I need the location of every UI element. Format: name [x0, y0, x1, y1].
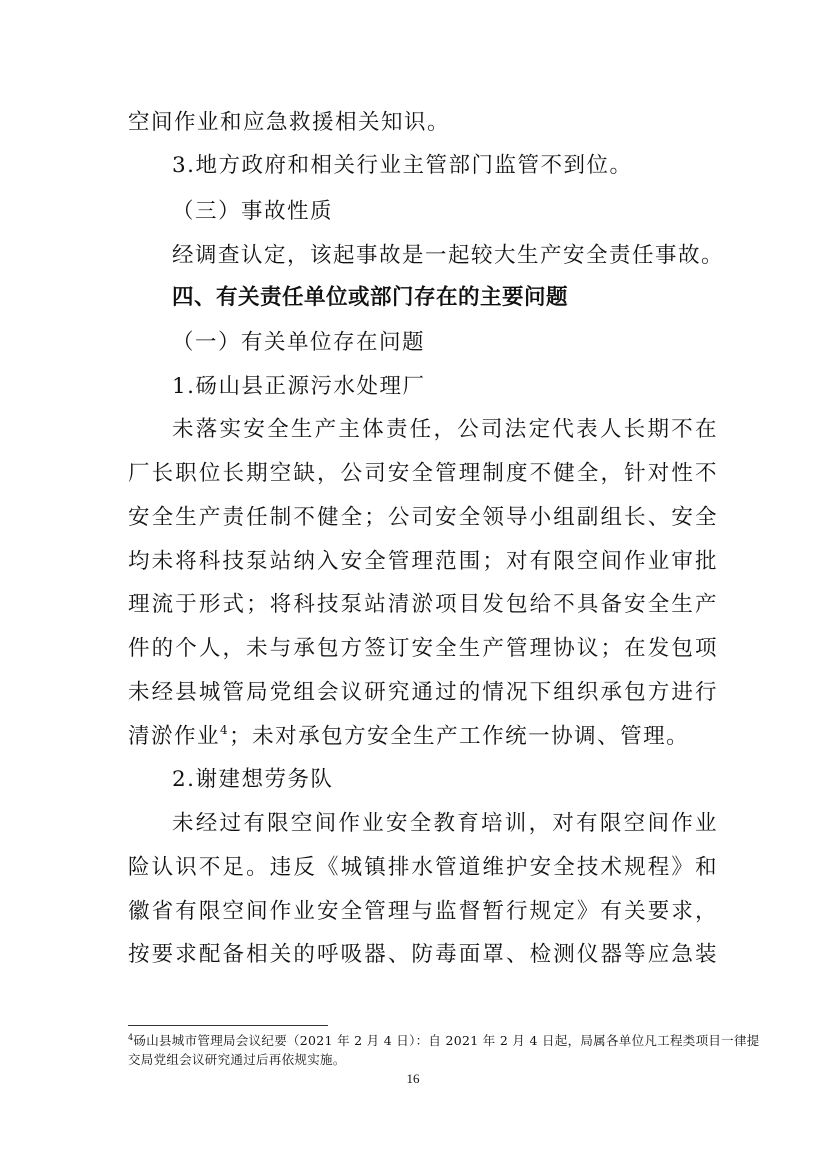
page-number: 16: [406, 1071, 420, 1086]
footnote-line: 交局党组会议研究通过后再依规实施。: [128, 1052, 346, 1067]
footnote-divider: [128, 1025, 328, 1026]
body-line: 安全生产责任制不健全；公司安全领导小组副组长、安全: [128, 505, 718, 530]
body-line: 厂长职位长期空缺，公司安全管理制度不健全，针对性不: [128, 461, 718, 486]
body-line: 按要求配备相关的呼吸器、防毒面罩、检测仪器等应急装: [128, 942, 718, 967]
subsection-heading: （一）有关单位存在问题: [172, 330, 426, 355]
body-line: 未经过有限空间作业安全教育培训，对有限空间作业: [172, 811, 718, 836]
footnote-text: 砀山县城市管理局会议纪要（2021 年 2 月 4 日）：自 2021 年 2 月 4 日起，局属各单位凡工程类项目一律提: [133, 1033, 760, 1048]
body-line-with-footnote: [128, 722, 718, 752]
body-line: 3.地方政府和相关行业主管部门监管不到位。: [172, 153, 633, 178]
body-line: 徽省有限空间作业安全管理与监督暂行规定》有关要求，: [128, 899, 718, 924]
body-line: 经调查认定，该起事故是一起较大生产安全责任事故。: [172, 243, 725, 268]
item-heading: 1.砀山县正源污水处理厂: [172, 374, 426, 399]
body-text: 清淤作业: [128, 724, 221, 749]
body-line: 均未将科技泵站纳入安全管理范围；对有限空间作业审批: [128, 549, 718, 574]
body-line: 未经县城管局党组会议研究通过的情况下组织承包方进行: [128, 680, 718, 705]
body-line: 未落实安全生产主体责任，公司法定代表人长期不在: [172, 417, 718, 442]
body-line: 理流于形式；将科技泵站清淤项目发包给不具备安全生产: [128, 592, 718, 617]
body-line: 件的个人，未与承包方签订安全生产管理协议；在发包项: [128, 636, 718, 661]
subsection-heading: （三）事故性质: [172, 199, 334, 224]
body-line: 险认识不足。违反《城镇排水管道维护安全技术规程》和: [128, 855, 718, 880]
footnote-line: [128, 1031, 760, 1050]
item-heading: 2.谢建想劳务队: [172, 767, 334, 792]
footnote-marker: 4: [128, 1033, 134, 1042]
body-line: 空间作业和应急救援相关知识。: [128, 110, 451, 135]
footnote-reference: 4: [220, 723, 230, 737]
section-heading: 四、有关责任单位或部门存在的主要问题: [172, 285, 569, 310]
body-text: ；未对承包方安全生产工作统一协调、管理。: [229, 724, 690, 749]
